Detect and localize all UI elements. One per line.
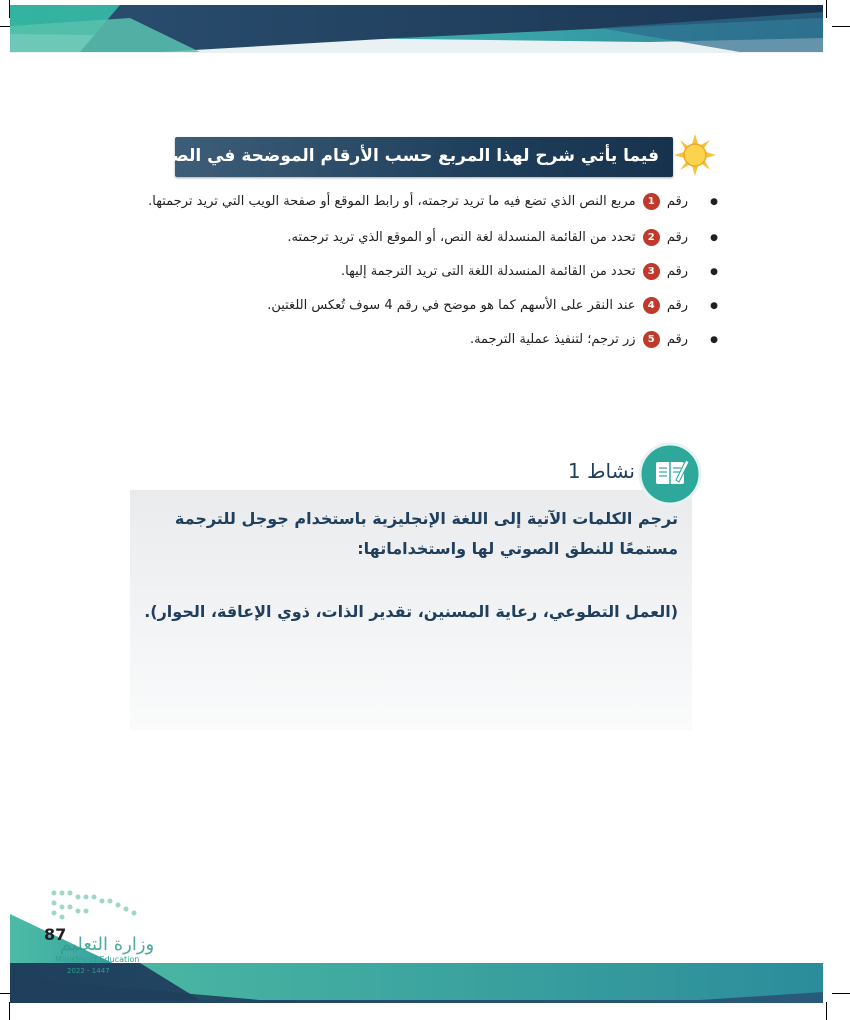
section-heading: فيما يأتي شرح لهذا المربع حسب الأرقام الموضحة في الصورة:	[134, 146, 659, 166]
item-text: زر ترجم؛ لتنفيذ عملية الترجمة.	[469, 332, 636, 347]
page-number: 87	[44, 925, 67, 944]
item-prefix: رقم	[666, 264, 688, 279]
list-item	[100, 226, 718, 250]
item-text: تحدد من القائمة المنسدلة اللغة التى تريد الترجمة إليها.	[340, 264, 636, 279]
item-prefix: رقم	[666, 230, 688, 245]
list-item	[100, 294, 718, 318]
item-text: مربع النص الذي تضع فيه ما تريد ترجمته، أو رابط الموقع أو صفحة الويب التي تريد ترجمتها.	[148, 194, 636, 209]
explanation-list	[100, 190, 718, 362]
list-item	[100, 260, 718, 284]
number-badge: 2	[643, 229, 660, 246]
item-prefix: رقم	[666, 332, 688, 347]
activity-instruction: ترجم الكلمات الآتية إلى اللغة الإنجليزية باستخدام جوجل للترجمة مستمعًا للنطق الصوتي لها واستخداماتها:	[174, 509, 678, 558]
sun-icon	[672, 132, 718, 178]
number-badge: 4	[643, 297, 660, 314]
ministry-name-arabic: وزارة التعليم	[60, 934, 155, 955]
activity-notebook-icon	[638, 442, 702, 506]
activity-title: نشاط 1	[567, 459, 635, 483]
list-item	[100, 190, 718, 214]
activity-words: (العمل التطوعي، رعاية المسنين، تقدير الذات، ذوي الإعاقة، الحوار).	[144, 602, 678, 621]
ministry-year: 2022 - 1447	[67, 967, 110, 975]
item-prefix: رقم	[666, 194, 688, 209]
number-badge: 5	[643, 331, 660, 348]
section-heading-bar	[134, 137, 673, 177]
header-band	[0, 0, 850, 60]
ministry-name-english: Ministry of Education	[55, 955, 140, 964]
item-prefix: رقم	[666, 298, 688, 313]
number-badge: 1	[643, 193, 660, 210]
item-text: تحدد من القائمة المنسدلة لغة النص، أو الموقع الذي تريد ترجمته.	[287, 230, 636, 245]
activity-box	[130, 490, 692, 730]
list-item	[100, 328, 718, 352]
item-text: عند النقر على الأسهم كما هو موضح في رقم 4 سوف تُعكس اللغتين.	[267, 298, 636, 313]
number-badge: 3	[643, 263, 660, 280]
ministry-logo-icon	[44, 885, 144, 925]
